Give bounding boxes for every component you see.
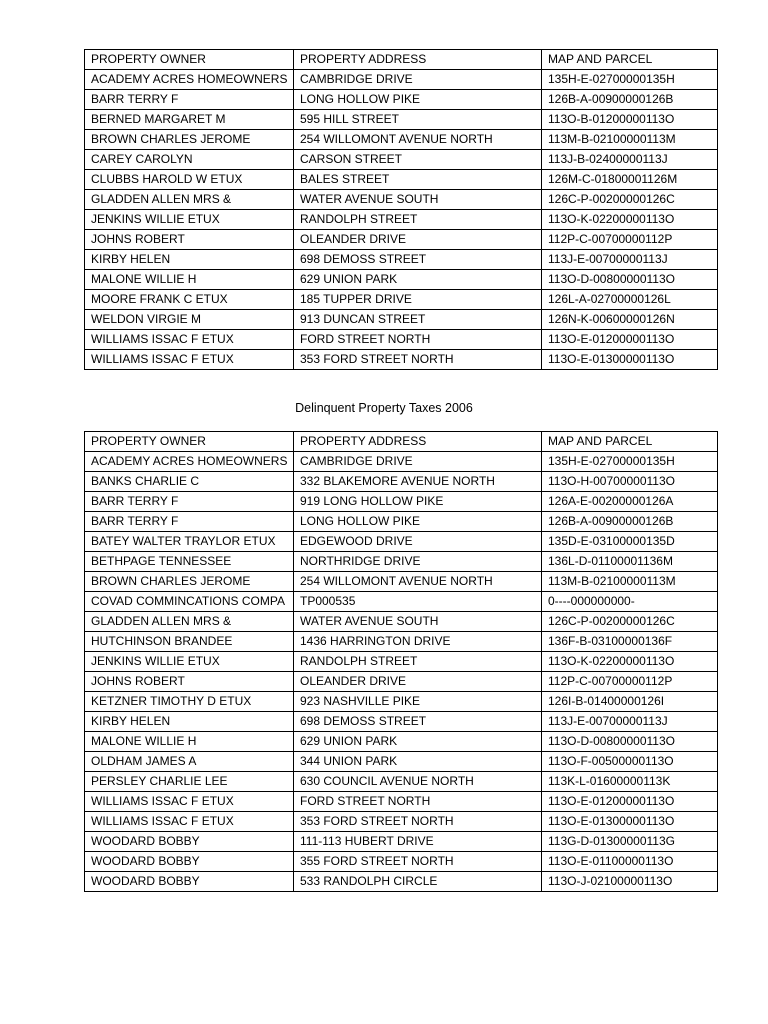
cell-property-address: CAMBRIDGE DRIVE — [294, 70, 542, 90]
cell-map-parcel: 112P-C-00700000112P — [542, 230, 718, 250]
column-header-address: PROPERTY ADDRESS — [294, 50, 542, 70]
cell-map-parcel: 126B-A-00900000126B — [542, 512, 718, 532]
table-row — [85, 170, 718, 190]
table-row — [85, 210, 718, 230]
delinquent-taxes-2006-table — [84, 431, 718, 892]
cell-property-owner: PERSLEY CHARLIE LEE — [85, 772, 294, 792]
cell-property-address: 698 DEMOSS STREET — [294, 250, 542, 270]
cell-property-owner: WELDON VIRGIE M — [85, 310, 294, 330]
cell-property-address: CAMBRIDGE DRIVE — [294, 452, 542, 472]
cell-property-address: FORD STREET NORTH — [294, 792, 542, 812]
table-row — [85, 90, 718, 110]
table-row — [85, 632, 718, 652]
cell-property-owner: CAREY CAROLYN — [85, 150, 294, 170]
table-row — [85, 552, 718, 572]
cell-property-owner: BARR TERRY F — [85, 492, 294, 512]
cell-map-parcel: 113O-E-01200000113O — [542, 792, 718, 812]
cell-map-parcel: 113M-B-02100000113M — [542, 572, 718, 592]
table-row — [85, 732, 718, 752]
table-row — [85, 130, 718, 150]
cell-map-parcel: 113J-E-00700000113J — [542, 712, 718, 732]
cell-property-owner: WILLIAMS ISSAC F ETUX — [85, 350, 294, 370]
delinquent-taxes-table-top — [84, 49, 718, 370]
table-body — [85, 70, 718, 370]
column-header-owner: PROPERTY OWNER — [85, 432, 294, 452]
cell-property-address: 533 RANDOLPH CIRCLE — [294, 872, 542, 892]
table-row — [85, 532, 718, 552]
cell-property-owner: MALONE WILLIE H — [85, 270, 294, 290]
cell-property-address: 254 WILLOMONT AVENUE NORTH — [294, 572, 542, 592]
cell-map-parcel: 113G-D-01300000113G — [542, 832, 718, 852]
cell-property-owner: BETHPAGE TENNESSEE — [85, 552, 294, 572]
table-row — [85, 270, 718, 290]
cell-map-parcel: 126C-P-00200000126C — [542, 190, 718, 210]
cell-property-address: 629 UNION PARK — [294, 270, 542, 290]
cell-property-owner: JENKINS WILLIE ETUX — [85, 652, 294, 672]
cell-property-address: EDGEWOOD DRIVE — [294, 532, 542, 552]
cell-property-owner: KIRBY HELEN — [85, 712, 294, 732]
cell-property-owner: CLUBBS HAROLD W ETUX — [85, 170, 294, 190]
cell-property-address: WATER AVENUE SOUTH — [294, 190, 542, 210]
cell-map-parcel: 113O-B-01200000113O — [542, 110, 718, 130]
cell-property-address: 185 TUPPER DRIVE — [294, 290, 542, 310]
cell-map-parcel: 126L-A-02700000126L — [542, 290, 718, 310]
table-row — [85, 330, 718, 350]
cell-property-owner: BROWN CHARLES JEROME — [85, 130, 294, 150]
cell-property-address: 111-113 HUBERT DRIVE — [294, 832, 542, 852]
cell-property-owner: BARR TERRY F — [85, 512, 294, 532]
cell-map-parcel: 113O-E-01300000113O — [542, 350, 718, 370]
cell-property-address: 355 FORD STREET NORTH — [294, 852, 542, 872]
cell-property-owner: WOODARD BOBBY — [85, 852, 294, 872]
cell-map-parcel: 113O-J-02100000113O — [542, 872, 718, 892]
cell-property-owner: WOODARD BOBBY — [85, 832, 294, 852]
table-row — [85, 190, 718, 210]
cell-property-address: TP000535 — [294, 592, 542, 612]
cell-map-parcel: 126N-K-00600000126N — [542, 310, 718, 330]
cell-property-address: NORTHRIDGE DRIVE — [294, 552, 542, 572]
table-header-row — [85, 432, 718, 452]
cell-map-parcel: 126M-C-01800001126M — [542, 170, 718, 190]
cell-property-owner: JOHNS ROBERT — [85, 230, 294, 250]
cell-property-address: 353 FORD STREET NORTH — [294, 350, 542, 370]
cell-property-address: 1436 HARRINGTON DRIVE — [294, 632, 542, 652]
cell-map-parcel: 113O-E-01100000113O — [542, 852, 718, 872]
cell-property-address: RANDOLPH STREET — [294, 652, 542, 672]
cell-property-address: 630 COUNCIL AVENUE NORTH — [294, 772, 542, 792]
table-row — [85, 852, 718, 872]
cell-property-address: 595 HILL STREET — [294, 110, 542, 130]
table-row — [85, 692, 718, 712]
cell-property-address: FORD STREET NORTH — [294, 330, 542, 350]
table-row — [85, 832, 718, 852]
cell-map-parcel: 136F-B-03100000136F — [542, 632, 718, 652]
section-title: Delinquent Property Taxes 2006 — [295, 401, 473, 415]
cell-map-parcel: 136L-D-01100001136M — [542, 552, 718, 572]
cell-property-address: OLEANDER DRIVE — [294, 672, 542, 692]
cell-map-parcel: 0----000000000- — [542, 592, 718, 612]
cell-map-parcel: 113O-K-02200000113O — [542, 652, 718, 672]
cell-map-parcel: 135D-E-03100000135D — [542, 532, 718, 552]
cell-property-address: 629 UNION PARK — [294, 732, 542, 752]
table-row — [85, 150, 718, 170]
table-row — [85, 752, 718, 772]
cell-map-parcel: 113O-K-02200000113O — [542, 210, 718, 230]
table-row — [85, 772, 718, 792]
cell-property-owner: BERNED MARGARET M — [85, 110, 294, 130]
table-row — [85, 592, 718, 612]
column-header-owner: PROPERTY OWNER — [85, 50, 294, 70]
cell-property-owner: BATEY WALTER TRAYLOR ETUX — [85, 532, 294, 552]
cell-property-address: BALES STREET — [294, 170, 542, 190]
table-row — [85, 310, 718, 330]
cell-map-parcel: 126I-B-01400000126I — [542, 692, 718, 712]
column-header-map-parcel: MAP AND PARCEL — [542, 432, 718, 452]
cell-property-owner: GLADDEN ALLEN MRS & — [85, 190, 294, 210]
table-header-row — [85, 50, 718, 70]
table-row — [85, 250, 718, 270]
table-row — [85, 512, 718, 532]
table-row — [85, 812, 718, 832]
table-row — [85, 652, 718, 672]
table-row — [85, 290, 718, 310]
cell-property-address: CARSON STREET — [294, 150, 542, 170]
cell-property-owner: COVAD COMMINCATIONS COMPA — [85, 592, 294, 612]
cell-property-address: 923 NASHVILLE PIKE — [294, 692, 542, 712]
cell-map-parcel: 126C-P-00200000126C — [542, 612, 718, 632]
column-header-address: PROPERTY ADDRESS — [294, 432, 542, 452]
cell-map-parcel: 135H-E-02700000135H — [542, 70, 718, 90]
cell-property-owner: ACADEMY ACRES HOMEOWNERS — [85, 70, 294, 90]
table-row — [85, 110, 718, 130]
cell-property-owner: BANKS CHARLIE C — [85, 472, 294, 492]
cell-property-owner: WILLIAMS ISSAC F ETUX — [85, 330, 294, 350]
table-row — [85, 612, 718, 632]
cell-property-address: OLEANDER DRIVE — [294, 230, 542, 250]
cell-property-owner: JENKINS WILLIE ETUX — [85, 210, 294, 230]
cell-property-address: LONG HOLLOW PIKE — [294, 512, 542, 532]
cell-map-parcel: 126B-A-00900000126B — [542, 90, 718, 110]
cell-property-address: WATER AVENUE SOUTH — [294, 612, 542, 632]
cell-map-parcel: 113O-E-01200000113O — [542, 330, 718, 350]
cell-map-parcel: 113O-H-00700000113O — [542, 472, 718, 492]
cell-map-parcel: 113O-D-00800000113O — [542, 732, 718, 752]
cell-map-parcel: 112P-C-00700000112P — [542, 672, 718, 692]
table-row — [85, 572, 718, 592]
cell-property-owner: JOHNS ROBERT — [85, 672, 294, 692]
table-row — [85, 492, 718, 512]
cell-property-owner: BARR TERRY F — [85, 90, 294, 110]
cell-property-owner: MOORE FRANK C ETUX — [85, 290, 294, 310]
table-row — [85, 452, 718, 472]
cell-map-parcel: 113M-B-02100000113M — [542, 130, 718, 150]
cell-property-owner: KIRBY HELEN — [85, 250, 294, 270]
table-row — [85, 472, 718, 492]
cell-property-address: 698 DEMOSS STREET — [294, 712, 542, 732]
table-row — [85, 230, 718, 250]
table-row — [85, 792, 718, 812]
table-row — [85, 672, 718, 692]
cell-map-parcel: 113J-B-02400000113J — [542, 150, 718, 170]
cell-property-address: 254 WILLOMONT AVENUE NORTH — [294, 130, 542, 150]
cell-property-owner: WOODARD BOBBY — [85, 872, 294, 892]
table-row — [85, 712, 718, 732]
cell-property-address: LONG HOLLOW PIKE — [294, 90, 542, 110]
table-body — [85, 452, 718, 892]
cell-map-parcel: 113O-E-01300000113O — [542, 812, 718, 832]
cell-property-address: 919 LONG HOLLOW PIKE — [294, 492, 542, 512]
cell-property-owner: ACADEMY ACRES HOMEOWNERS — [85, 452, 294, 472]
cell-property-address: 913 DUNCAN STREET — [294, 310, 542, 330]
cell-property-owner: OLDHAM JAMES A — [85, 752, 294, 772]
table-row — [85, 872, 718, 892]
cell-property-owner: MALONE WILLIE H — [85, 732, 294, 752]
cell-property-owner: WILLIAMS ISSAC F ETUX — [85, 792, 294, 812]
table-row — [85, 70, 718, 90]
column-header-map-parcel: MAP AND PARCEL — [542, 50, 718, 70]
cell-map-parcel: 113K-L-01600000113K — [542, 772, 718, 792]
cell-property-owner: WILLIAMS ISSAC F ETUX — [85, 812, 294, 832]
cell-property-address: 353 FORD STREET NORTH — [294, 812, 542, 832]
cell-property-owner: KETZNER TIMOTHY D ETUX — [85, 692, 294, 712]
cell-property-address: 332 BLAKEMORE AVENUE NORTH — [294, 472, 542, 492]
cell-property-address: 344 UNION PARK — [294, 752, 542, 772]
cell-map-parcel: 126A-E-00200000126A — [542, 492, 718, 512]
cell-property-owner: BROWN CHARLES JEROME — [85, 572, 294, 592]
cell-map-parcel: 113J-E-00700000113J — [542, 250, 718, 270]
cell-map-parcel: 113O-D-00800000113O — [542, 270, 718, 290]
cell-map-parcel: 113O-F-00500000113O — [542, 752, 718, 772]
cell-property-owner: GLADDEN ALLEN MRS & — [85, 612, 294, 632]
table-row — [85, 350, 718, 370]
cell-property-address: RANDOLPH STREET — [294, 210, 542, 230]
cell-property-owner: HUTCHINSON BRANDEE — [85, 632, 294, 652]
cell-map-parcel: 135H-E-02700000135H — [542, 452, 718, 472]
